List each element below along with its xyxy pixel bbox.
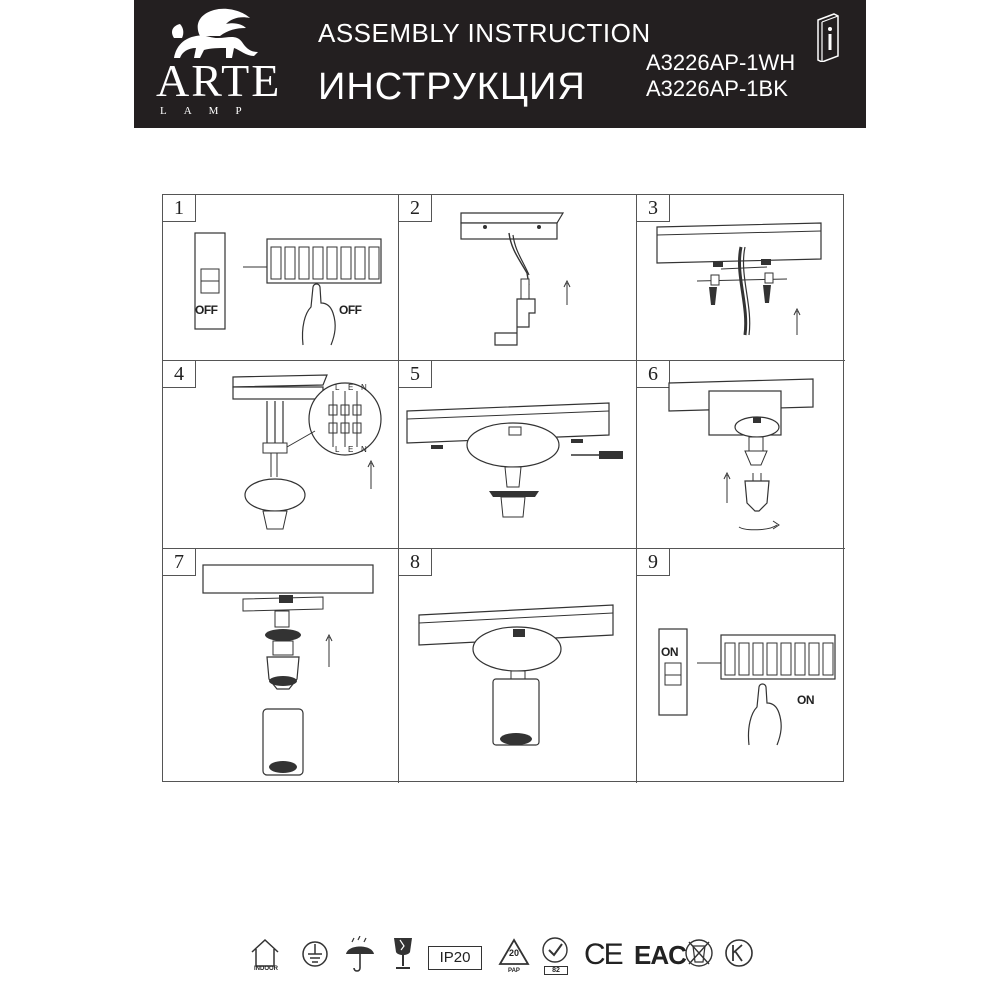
step-4-panel xyxy=(163,361,399,549)
assembly-steps-grid xyxy=(162,194,844,782)
insert-bulb-illustration xyxy=(637,361,845,549)
title-english: ASSEMBLY INSTRUCTION xyxy=(318,18,651,48)
disposal-check-icon xyxy=(540,936,570,966)
step-3-panel xyxy=(637,195,845,361)
assembled-lamp-illustration xyxy=(399,549,637,783)
brand-subtitle: LAMP xyxy=(160,105,259,117)
off-label: OFF xyxy=(339,303,362,317)
step-6-panel xyxy=(637,361,845,549)
live-label-top: L xyxy=(335,383,339,392)
power-on-illustration xyxy=(637,549,845,783)
eac-mark: EAC xyxy=(634,940,686,970)
step-5-panel xyxy=(399,361,637,549)
kz-certification-icon xyxy=(724,936,754,970)
drill-holes-illustration xyxy=(399,195,637,361)
earth-label-bottom: E xyxy=(348,445,353,454)
off-label: OFF xyxy=(195,303,218,317)
step-number: 4 xyxy=(163,361,196,388)
step-8-panel xyxy=(399,549,637,783)
step-number: 1 xyxy=(163,195,196,222)
header-banner xyxy=(134,0,866,128)
model-number-wh: A3226AP-1WH xyxy=(646,50,796,75)
attach-shade-illustration xyxy=(163,549,399,783)
earth-label-top: E xyxy=(348,383,353,392)
title-russian: ИНСТРУКЦИЯ xyxy=(318,66,586,108)
step-number: 8 xyxy=(399,549,432,576)
certification-icons xyxy=(248,936,752,982)
model-number-bk: A3226AP-1BK xyxy=(646,76,788,101)
power-off-illustration xyxy=(163,195,399,361)
ground-protection-icon xyxy=(300,936,330,970)
indoor-label: INDOOR xyxy=(254,966,278,972)
brand-name: ARTE xyxy=(156,55,282,106)
mount-bracket-illustration xyxy=(637,195,845,361)
recycle-material: PAP xyxy=(508,968,520,974)
step-number: 6 xyxy=(637,361,670,388)
live-label-bottom: L xyxy=(335,445,339,454)
step-number: 7 xyxy=(163,549,196,576)
step-number: 5 xyxy=(399,361,432,388)
step-number: 3 xyxy=(637,195,670,222)
step-1-panel xyxy=(163,195,399,361)
neutral-label-top: N xyxy=(361,383,367,392)
step-number: 9 xyxy=(637,549,670,576)
recycle-number: 20 xyxy=(508,948,519,958)
ce-mark: CE xyxy=(584,938,622,971)
step-7-panel xyxy=(163,549,399,783)
neutral-label-bottom: N xyxy=(361,445,367,454)
fix-base-illustration xyxy=(399,361,637,549)
weee-bin-icon xyxy=(684,936,714,970)
on-label: ON xyxy=(797,693,814,707)
ip20-rating: IP20 xyxy=(428,946,482,970)
step-2-panel xyxy=(399,195,637,361)
info-book-icon xyxy=(816,12,840,62)
fragile-glass-icon xyxy=(390,936,416,972)
on-label: ON xyxy=(661,645,678,659)
brand-logo xyxy=(134,0,284,128)
step-number: 2 xyxy=(399,195,432,222)
indoor-house-icon xyxy=(248,936,282,970)
mark-82: 82 xyxy=(544,966,568,975)
step-9-panel xyxy=(637,549,845,783)
umbrella-rain-icon xyxy=(344,936,376,974)
